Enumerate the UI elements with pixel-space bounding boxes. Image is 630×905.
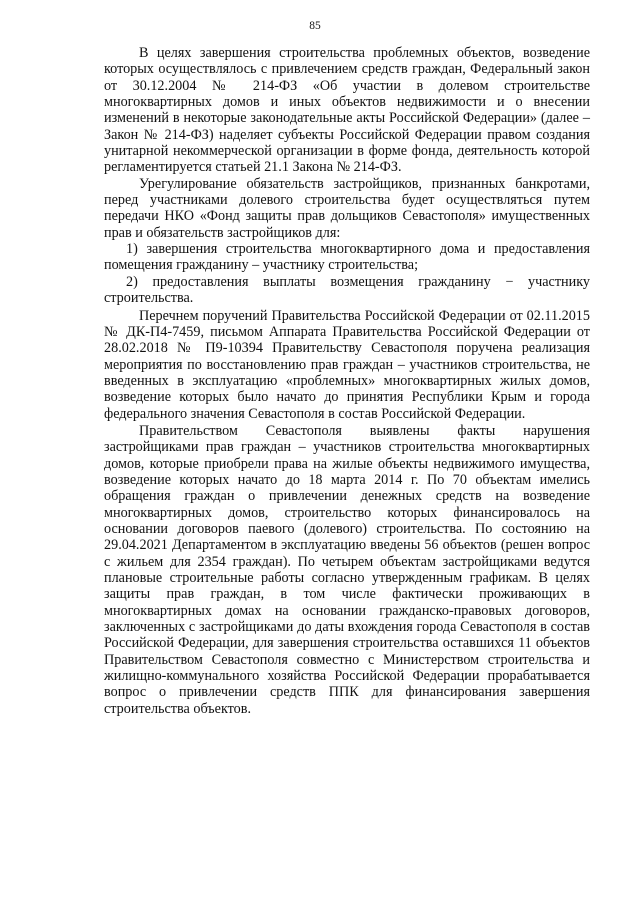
page-number: 85 [309,20,321,32]
list-item-compensation: 2) предоставления выплаты возмещения гражданину − участнику строительства. [104,273,590,307]
paragraph-fund-creation: В целях завершения строительства проблемных объектов, возведение которых осуществлялось с привлечением средств граждан, Федеральный закон от 30.12.2004 № 214-ФЗ «Об участии в долевом строительстве многоквартирных домов и иных объектов недвижимости и о внесении изменений в некоторые законодательные акты Российской Федерации» (далее – Закон № 214-ФЗ) наделяет субъекты Российской Федерации правом создания унитарной некоммерческой организации в форме фонда, деятельность которой регламентируется статьей 21.1 Закона № 214-ФЗ. [104,45,590,176]
list-item-completion: 1) завершения строительства многоквартирного дома и предоставления помещения гражданину – участнику строительства; [104,241,590,274]
paragraph-violations-found: Правительством Севастополя выявлены факты нарушения застройщиками прав граждан – участников строительства многоквартирных домов, которые приобрели права на жилые объекты недвижимого имущества, возведение которых начато до 18 марта 2014 г. По 70 объектам имелись обращения граждан о привлечении денежных средств на возведение многоквартирных домов, строительство которых финансировалось на основании договоров паевого (долевого) строительства. По состоянию на 29.04.2021 Департаментом в эксплуатацию введены 56 объектов (решен вопрос с жильем для 2354 граждан). По четырем объектам застройщиками ведутся плановые строительные работы согласно утвержденным графикам. В целях защиты прав граждан, в том числе фактически проживающих в многоквартирных домах на основании гражданско-правовых договоров, заключенных с застройщиками до даты вхождения города Севастополя в состав Российской Федерации, для завершения строительства оставшихся 11 объектов Правительством Севастополя совместно с Министерством строительства и жилищно-коммунального хозяйства Российской Федерации прорабатывается вопрос о привлечении средств ППК для финансирования завершения строительства объектов. [104,422,590,717]
body-text [104,45,590,717]
paragraph-government-instructions: Перечнем поручений Правительства Российской Федерации от 02.11.2015 № ДК-П4-7459, письмом Аппарата Правительства Российской Федерации от 28.02.2018 № П9-10394 Правительству Севастополя поручена реализация мероприятия по восстановлению прав граждан – участников строительства, не введенных в эксплуатацию «проблемных» многоквартирных жилых домов, возведение которых было начато до принятия Республики Крым и города федерального значения Севастополя в состав Российской Федерации. [104,307,590,422]
paragraph-obligations-settlement: Урегулирование обязательств застройщиков, признанных банкротами, перед участниками долевого строительства будет осуществляться путем передачи НКО «Фонд защиты прав дольщиков Севастополя» имущественных прав и обязательств застройщиков для: [104,175,590,241]
